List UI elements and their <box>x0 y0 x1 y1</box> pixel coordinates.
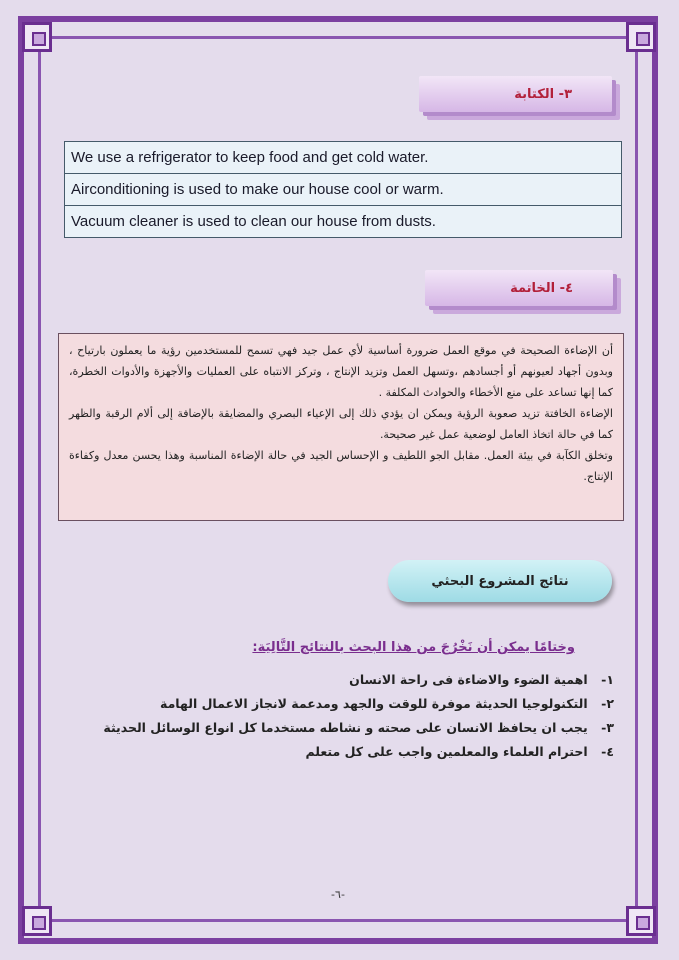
corner-ornament-icon <box>626 906 656 936</box>
list-item <box>74 668 614 692</box>
conclusion-paragraph: الإضاءة الخافتة تزيد صعوبة الرؤية ويمكن ان يؤدي ذلك إلى الإعياء البصري والمضايقة بالإضافة إلى ألام الرقبة والظهر كما في حالة اتخاذ العامل لوضعية عمل غير صحيحة. <box>69 407 613 441</box>
english-sentences-table <box>64 141 622 238</box>
sentence-cell: Vacuum cleaner is used to clean our house from dusts. <box>65 206 622 238</box>
section-heading-writing: ٣- الكتابة <box>419 76 612 112</box>
table-row <box>65 142 622 174</box>
results-intro: وختامًا يمكن أن نَخْرُجَ من هذا البحث بالنتائج التَّالِيَة: <box>252 640 575 655</box>
item-number: ٣- <box>601 720 614 735</box>
item-number: ٤- <box>601 744 614 759</box>
item-text: التكنولوجيا الحديثة موفرة للوقت والجهد ومدعمة لانجاز الاعمال الهامة <box>159 696 588 711</box>
conclusion-box <box>58 333 624 521</box>
sentence-cell: Airconditioning is used to make our house cool or warm. <box>65 174 622 206</box>
item-text: احترام العلماء والمعلمين واجب على كل متعلم <box>305 744 588 759</box>
item-number: ١- <box>601 672 614 687</box>
corner-ornament-icon <box>22 906 52 936</box>
section-heading-conclusion: ٤- الخاتمة <box>425 270 613 306</box>
sentence-cell: We use a refrigerator to keep food and get cold water. <box>65 142 622 174</box>
list-item <box>74 740 614 764</box>
conclusion-paragraph: أن الإضاءة الصحيحة في موقع العمل ضرورة أساسية لأي عمل جيد فهي تسمح للمستخدمين رؤية ما يعملون بارتياح ، وبدون أجهاد لعيونهم أو أجسادهم ،وتسهل العمل وتزيد الإنتاج ، وتركز الانتباه على العمليات والأجهزة والأدوات الخطرة، كما إنها تساعد على منع الأخطاء والحوادث المكلفة . <box>69 344 613 399</box>
list-item <box>74 716 614 740</box>
table-row <box>65 174 622 206</box>
results-title: نتائج المشروع البحثي <box>388 560 612 602</box>
table-row <box>65 206 622 238</box>
corner-ornament-icon <box>22 22 52 52</box>
corner-ornament-icon <box>626 22 656 52</box>
item-number: ٢- <box>601 696 614 711</box>
item-text: يجب ان يحافظ الانسان على صحته و نشاطه مستخدما كل انواع الوسائل الحديثة <box>103 720 588 735</box>
conclusion-paragraph: وتخلق الكآبة في بيئة العمل. مقابل الجو اللطيف و الإحساس الجيد في حالة الإضاءة المناسبة وهذا يحسن معدل وكفاءة الإنتاج. <box>69 449 613 483</box>
page-number: -٦- <box>331 888 345 901</box>
list-item <box>74 692 614 716</box>
item-text: اهمية الضوء والاضاءة فى راحة الانسان <box>349 672 588 687</box>
results-list <box>74 668 614 764</box>
